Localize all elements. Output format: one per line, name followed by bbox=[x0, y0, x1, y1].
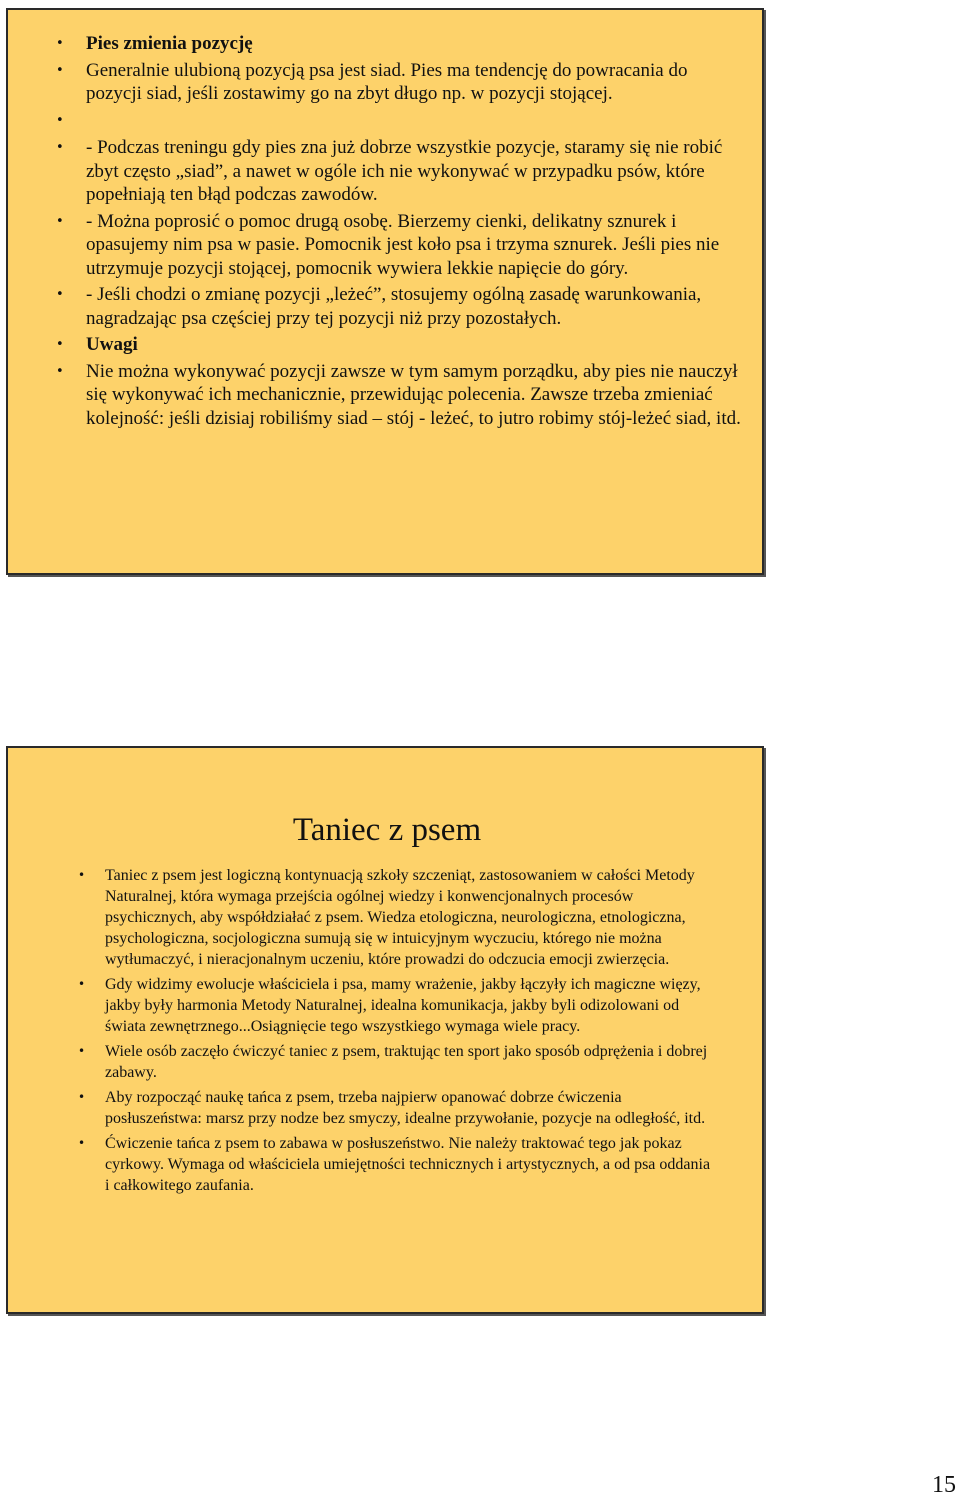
list-item bbox=[56, 109, 746, 133]
section-heading: Pies zmienia pozycję bbox=[86, 33, 253, 54]
bullet-text: Wiele osób zaczęło ćwiczyć taniec z psem, traktując ten sport jako sposób odprężenia i dobrej zabawy. bbox=[105, 1043, 708, 1081]
list-item bbox=[56, 136, 746, 207]
bullet-icon: • bbox=[56, 213, 64, 229]
bullet-icon: • bbox=[78, 1090, 86, 1104]
bullet-icon: • bbox=[56, 287, 64, 302]
bullet-icon: • bbox=[78, 977, 86, 991]
list-item bbox=[78, 1041, 715, 1083]
bullet-icon: • bbox=[56, 62, 64, 78]
slide-1-bullet-list bbox=[56, 32, 746, 433]
bullet-text: Aby rozpocząć naukę tańca z psem, trzeba najpierw opanować dobrze ćwiczenia posłuszeństwa: marsz przy nodze bez smyczy, idealne przywołanie, pozycje na odległość, itd. bbox=[105, 1089, 706, 1127]
bullet-icon: • bbox=[78, 1136, 86, 1150]
bullet-text: Gdy widzimy ewolucje właściciela i psa, mamy wrażenie, jakby łączyły ich magiczne więzy, jakby były harmonia Metody Naturalnej, idealna komunikacja, jakby byli odizolowani od świata zewnętrznego...Osiągnięcie tego wszystkiego wymaga wiele pracy. bbox=[105, 976, 701, 1035]
bullet-text: Generalnie ulubioną pozycją psa jest siad. Pies ma tendencję do powracania do pozycji siad, jeśli zostawimy go na zbyt długo np. w pozycji stojącej. bbox=[86, 59, 688, 104]
section-heading: Uwagi bbox=[86, 334, 138, 355]
bullet-text: - Podczas treningu gdy pies zna już dobrze wszystkie pozycje, staramy się nie robić zbyt często „siad”, a nawet w ogóle ich nie wykonywać w przypadku psów, które popełniają ten błąd podczas zawodów. bbox=[86, 137, 723, 205]
slide-2 bbox=[6, 746, 764, 1314]
list-item bbox=[78, 1087, 715, 1129]
bullet-icon: • bbox=[56, 112, 64, 128]
bullet-text: Nie można wykonywać pozycji zawsze w tym samym porządku, aby pies nie nauczył się wykonywać ich mechanicznie, przewidując polecenia. Zawsze trzeba zmieniać kolejność: jeśli dzisiaj robiliśmy siad – stój - leżeć, to jutro robimy stój-leżeć siad, itd. bbox=[86, 360, 741, 429]
bullet-text: - Jeśli chodzi o zmianę pozycji „leżeć”, stosujemy ogólną zasadę warunkowania, nagradzając psa częściej przy tej pozycji niż przy pozostałych. bbox=[86, 284, 702, 329]
slide-title: Taniec z psem bbox=[292, 812, 482, 848]
list-item bbox=[56, 32, 746, 56]
bullet-text: - Można poprosić o pomoc drugą osobę. Bierzemy cienki, delikatny sznurek i opasujemy nim psa w pasie. Pomocnik jest koło psa i trzyma sznurek. Jeśli pies nie utrzymuje pozycji stojącej, pomocnik wywiera lekkie napięcie do góry. bbox=[86, 210, 720, 279]
list-item bbox=[56, 210, 746, 281]
bullet-icon: • bbox=[78, 1044, 86, 1058]
list-item bbox=[56, 59, 746, 106]
bullet-icon: • bbox=[56, 36, 64, 51]
bullet-icon: • bbox=[56, 337, 64, 352]
list-item bbox=[78, 865, 715, 970]
page-number: 15 bbox=[932, 1472, 956, 1498]
bullet-icon: • bbox=[56, 363, 64, 379]
list-item bbox=[56, 283, 746, 330]
bullet-text: Ćwiczenie tańca z psem to zabawa w posłuszeństwo. Nie należy traktować tego jak pokaz cyrkowy. Wymaga od właściciela umiejętności technicznych i artystycznych, a od psa oddania i całkowitego zaufania. bbox=[105, 1135, 711, 1194]
slide-1 bbox=[6, 8, 764, 575]
bullet-text: Taniec z psem jest logiczną kontynuacją szkoły szczeniąt, zastosowaniem w całości Metody Naturalnej, która wymaga przejścia ogólnej wiedzy i konwencjonalnych procesów psychicznych, aby współdziałać z psem. Wiedza etologiczna, neurologiczna, etnologiczna, psychologiczna, socjologiczna sumują się w intuicyjnym wyczuciu, którego nie można wytłumaczyć, i nieracjonalnym uczeniu, które prowadzi do odczucia emocji zwierzęcia. bbox=[105, 867, 695, 968]
slide-2-bullet-list bbox=[78, 865, 715, 1200]
list-item bbox=[56, 333, 746, 357]
list-item bbox=[56, 360, 746, 431]
bullet-icon: • bbox=[78, 868, 86, 882]
list-item bbox=[78, 1133, 715, 1196]
list-item bbox=[78, 974, 715, 1037]
bullet-icon: • bbox=[56, 140, 64, 155]
